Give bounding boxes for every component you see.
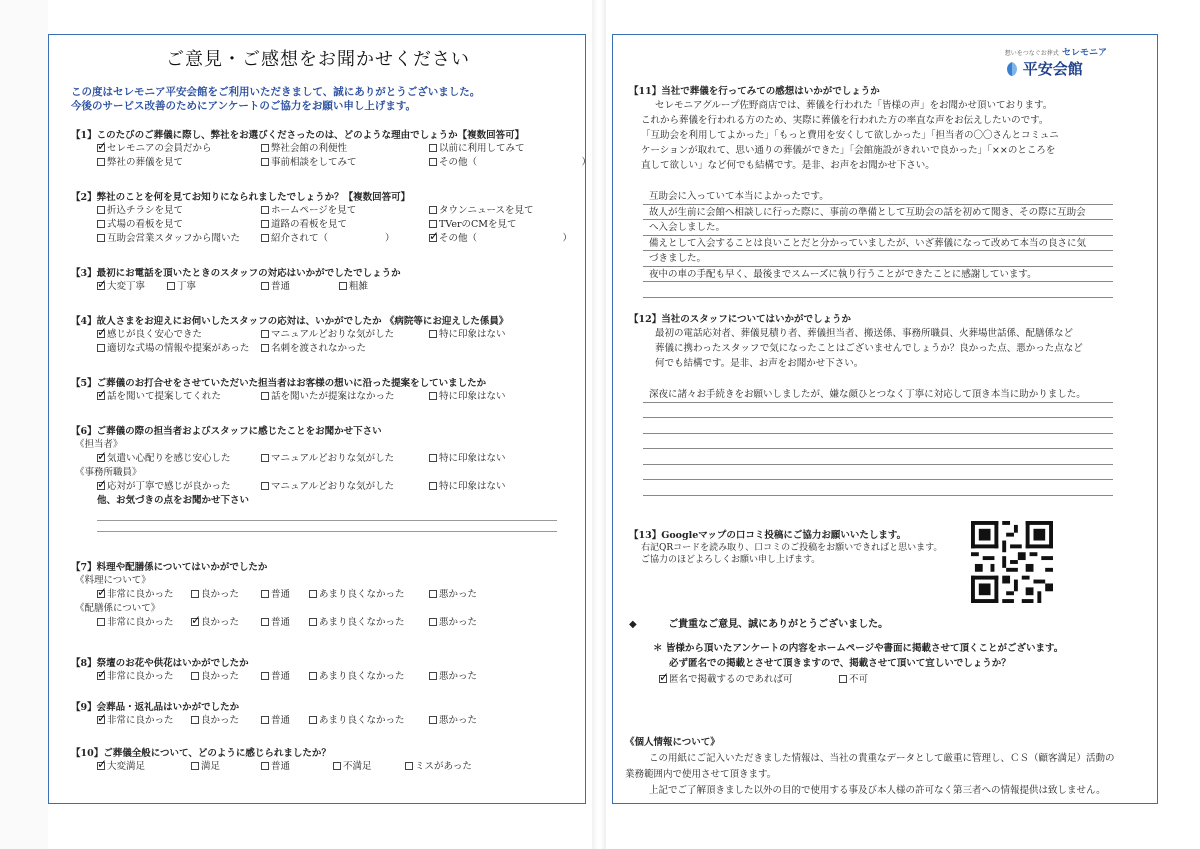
checkbox-icon[interactable] (429, 330, 437, 338)
publish-option-no[interactable]: 不可 (839, 673, 868, 687)
publish-option-anonymous[interactable]: ✓匿名で掲載するのであれば可 (659, 673, 793, 687)
q7-option[interactable]: 悪かった (429, 616, 477, 630)
checkbox-icon[interactable] (261, 220, 269, 228)
q3-option[interactable]: 丁寧 (167, 280, 196, 294)
q9-option[interactable]: 悪かった (429, 714, 477, 728)
checkbox-icon[interactable] (261, 618, 269, 626)
checkbox-icon[interactable] (261, 672, 269, 680)
question-3: 【3】最初にお電話を頂いたときのスタッフの対応はいかがでしたでしょうか ✓大変丁寧 丁寧 普通 粗雑 (71, 267, 581, 294)
checkbox-icon[interactable] (309, 618, 317, 626)
hands-logo-icon (1005, 61, 1019, 77)
q4-option[interactable]: 特に印象はない (429, 328, 506, 342)
question-13: 【13】Googleマップの口コミ投稿にご協力お願いいたします。 右記QRコードを読み取り、口コミのご投稿をお願いできればと思います。 ご協力のほどよろしくお願い申し上げます。 (629, 530, 943, 565)
q5-option[interactable]: 特に印象はない (429, 390, 506, 404)
checkbox-icon[interactable] (429, 206, 437, 214)
q10-option[interactable]: ミスがあった (405, 760, 472, 774)
q6-option[interactable]: ✓気遣い心配りを感じ安心した (97, 452, 231, 466)
checkbox-icon[interactable] (261, 330, 269, 338)
qr-code-icon[interactable] (971, 521, 1053, 603)
checkbox-icon[interactable] (429, 672, 437, 680)
privacy-notice: 《個人情報について》 この用紙にご記入いただきました情報は、当社の貴重なデータとして厳重に管理し、ＣＳ（顧客満足）活動の 業務範囲内で使用させて頂きます。 上記でご了解頂きました以外の目的で使用する事及び本人様の許可なく第三者への情報提供は致しません。 (625, 737, 1115, 796)
q9-option[interactable]: 普通 (261, 714, 290, 728)
intro-text: この度はセレモニア平安会館をご利用いただきまして、誠にありがとうございました。 今後のサービス改善のためにアンケートのご協力をお願い申し上げます。 (71, 86, 481, 112)
q7-option[interactable]: 悪かった (429, 588, 477, 602)
q4-option[interactable]: マニュアルどおりな気がした (261, 328, 394, 342)
survey-left-page (48, 34, 592, 804)
q3-option[interactable]: 普通 (261, 280, 290, 294)
q2-option[interactable]: ✓ その他（ ） (429, 232, 572, 246)
question-7: 【7】料理や配膳係についてはいかがでしたか 《料理について》 ✓非常に良かった 良かった 普通 あまり良くなかった 悪かった 《配膳係について》 非常に良かった ✓ 良かった 普通 あまり良くなかった 悪かった (71, 561, 581, 630)
q4-option[interactable]: 適切な式場の情報や提案があった (97, 342, 249, 356)
question-2: 【2】弊社のことを何を見てお知りになられましたでしょうか？【複数回答可】 折込チラシを見て ホームページを見て タウンニュースを見て 式場の看板を見て 道路の看板を見て TVerのCMを見て 互助会営業スタッフから聞いた 紹介されて（ ） ✓ その他（ ） (71, 191, 581, 246)
q10-option[interactable]: 満足 (191, 760, 220, 774)
checkbox-icon[interactable] (429, 454, 437, 462)
q1-option[interactable]: 事前相談をしてみて (261, 156, 357, 170)
checkbox-icon[interactable] (261, 392, 269, 400)
q9-option[interactable]: 良かった (191, 714, 239, 728)
q7-option[interactable]: あまり良くなかった (309, 616, 405, 630)
q2-option[interactable]: 互助会営業スタッフから聞いた (97, 232, 240, 246)
q8-option[interactable]: 良かった (191, 670, 239, 684)
checkbox-checked-icon[interactable] (97, 392, 105, 400)
q7-option[interactable]: 普通 (261, 588, 290, 602)
q2-option[interactable]: ホームページを見て (261, 204, 356, 218)
question-6: 【6】ご葬儀の際の担当者およびスタッフに感じたことをお聞かせ下さい 《担当者》 ✓気遣い心配りを感じ安心した マニュアルどおりな気がした 特に印象はない 《事務所職員》 ✓応対が丁寧で感じが良かった マニュアルどおりな気がした 特に印象はない 他、お気づきの点をお聞かせ下さい (71, 425, 581, 532)
q12-answer[interactable]: 深夜に諸々お手続きをお願いしましたが、嫌な顔ひとつなく丁寧に対応して頂き本当に助かりました。 (643, 387, 1113, 496)
checkbox-checked-icon[interactable] (659, 675, 667, 683)
q10-option[interactable]: ✓大変満足 (97, 760, 145, 774)
q3-option[interactable]: 粗雑 (339, 280, 368, 294)
checkbox-checked-icon[interactable] (97, 762, 105, 770)
checkbox-icon[interactable] (261, 158, 269, 166)
q1-option[interactable]: その他（ ） (429, 156, 591, 170)
checkbox-icon[interactable] (261, 454, 269, 462)
question-5: 【5】ご葬儀のお打合せをさせていただいた担当者はお客様の想いに沿った提案をしていましたか ✓話を聞いて提案してくれた 話を聞いたが提案はなかった 特に印象はない (71, 377, 581, 404)
question-4: 【4】故人さまをお迎えにお伺いしたスタッフの応対は、いかがでしたか 《病院等にお迎えした係員》 ✓感じが良く安心できた マニュアルどおりな気がした 特に印象はない 適切な式場の情報や提案があった 名刺を渡されなかった (71, 315, 581, 356)
checkbox-icon[interactable] (97, 234, 105, 242)
q7-option[interactable]: あまり良くなかった (309, 588, 405, 602)
checkbox-checked-icon[interactable] (97, 672, 105, 680)
checkbox-icon[interactable] (429, 482, 437, 490)
checkbox-icon[interactable] (97, 618, 105, 626)
checkbox-icon[interactable] (839, 675, 847, 683)
q10-option[interactable]: 普通 (261, 760, 290, 774)
checkbox-icon[interactable] (309, 716, 317, 724)
checkbox-icon[interactable] (429, 158, 437, 166)
q6-option[interactable]: 特に印象はない (429, 452, 506, 466)
q8-option[interactable]: あまり良くなかった (309, 670, 405, 684)
checkbox-icon[interactable] (261, 206, 269, 214)
checkbox-icon[interactable] (429, 590, 437, 598)
page-title: ご意見・ご感想をお聞かせください (166, 49, 470, 70)
checkbox-icon[interactable] (97, 158, 105, 166)
question-8: 【8】祭壇のお花や供花はいかがでしたか ✓非常に良かった 良かった 普通 あまり良くなかった 悪かった (71, 657, 581, 684)
q2-option[interactable]: 道路の看板を見て (261, 218, 347, 232)
survey-right-page (612, 34, 1158, 804)
diamond-bullet-icon: ◆ (629, 619, 637, 630)
checkbox-icon[interactable] (261, 762, 269, 770)
q5-option[interactable]: ✓話を聞いて提案してくれた (97, 390, 221, 404)
checkbox-icon[interactable] (429, 392, 437, 400)
checkbox-icon[interactable] (191, 762, 199, 770)
q7-option[interactable]: ✓非常に良かった (97, 588, 174, 602)
checkbox-icon[interactable] (191, 672, 199, 680)
page-gutter (592, 0, 606, 849)
checkbox-icon[interactable] (261, 344, 269, 352)
checkbox-checked-icon[interactable] (97, 716, 105, 724)
checkbox-icon[interactable] (261, 144, 269, 152)
q1-option[interactable]: 弊社の葬儀を見て (97, 156, 183, 170)
q5-option[interactable]: 話を聞いたが提案はなかった (261, 390, 395, 404)
q2-option[interactable]: タウンニュースを見て (429, 204, 534, 218)
checkbox-icon[interactable] (167, 282, 175, 290)
q2-option[interactable]: 紹介されて（ ） (261, 232, 395, 246)
checkbox-checked-icon[interactable] (97, 144, 105, 152)
checkbox-icon[interactable] (429, 144, 437, 152)
q1-option[interactable]: ✓セレモニアの会員だから (97, 142, 212, 156)
checkbox-icon[interactable] (97, 206, 105, 214)
checkbox-checked-icon[interactable] (97, 282, 105, 290)
checkbox-icon[interactable] (309, 590, 317, 598)
company-logo: 想いをつなぐお葬式 セレモニア 平安会館 (1004, 48, 1107, 78)
checkbox-icon[interactable] (261, 234, 269, 242)
checkbox-checked-icon[interactable] (97, 482, 105, 490)
q8-option[interactable]: 悪かった (429, 670, 477, 684)
checkbox-icon[interactable] (429, 220, 437, 228)
checkbox-icon[interactable] (405, 762, 413, 770)
q7-option[interactable]: 非常に良かった (97, 616, 174, 630)
checkbox-checked-icon[interactable] (97, 454, 105, 462)
q6-option[interactable]: マニュアルどおりな気がした (261, 480, 394, 494)
checkbox-checked-icon[interactable] (429, 234, 437, 242)
checkbox-icon[interactable] (97, 220, 105, 228)
q9-option[interactable]: ✓非常に良かった (97, 714, 174, 728)
q7-option[interactable]: 普通 (261, 616, 290, 630)
q6-option[interactable]: ✓応対が丁寧で感じが良かった (97, 480, 231, 494)
checkbox-icon[interactable] (191, 590, 199, 598)
q3-option[interactable]: ✓大変丁寧 (97, 280, 145, 294)
q2-option[interactable]: TVerのCMを見て (429, 218, 517, 232)
q10-option[interactable]: 不満足 (333, 760, 372, 774)
q6-option[interactable]: マニュアルどおりな気がした (261, 452, 394, 466)
question-9: 【9】会葬品・返礼品はいかがでしたか ✓非常に良かった 良かった 普通 あまり良くなかった 悪かった (71, 701, 581, 728)
q9-option[interactable]: あまり良くなかった (309, 714, 405, 728)
thanks-message: ◆ ご貴重なご意見、誠にありがとうございました。 (629, 619, 889, 630)
answer-line[interactable] (97, 531, 557, 532)
q4-option[interactable]: ✓感じが良く安心できた (97, 328, 202, 342)
checkbox-icon[interactable] (429, 716, 437, 724)
question-12: 【12】当社のスタッフについてはいかがでしょうか 最初の電話応対者、葬儀見積り者、葬儀担当者、搬送係、事務所職員、火葬場世話係、配膳係など 葬儀に携わったスタッフで気になったことはございませんでしょうか？良かった点、悪かった点など 何でも結構です。是非、お声をお聞かせ下さい。 (629, 314, 1083, 369)
q1-option[interactable]: 以前に利用してみて (429, 142, 525, 156)
q7-option[interactable]: ✓ 良かった (191, 616, 239, 630)
checkbox-checked-icon[interactable] (97, 590, 105, 598)
checkbox-icon[interactable] (261, 482, 269, 490)
checkbox-icon[interactable] (261, 716, 269, 724)
question-11: 【11】当社で葬儀を行ってみての感想はいかがでしょうか セレモニアグループ佐野商店では、葬儀を行われた「皆様の声」をお聞かせ頂いております。 これから葬儀を行われる方のため、実際に葬儀を行われた方の率直な声をお伝えしたいのです。 「互助会を利用してよかった」「もっと費用を安くして欲しかった」「担当者の〇〇さんとコミュニ ケーションが取れて、思い通りの葬儀ができた」「会館施設がきれいで良かった」「××のところを 直して欲しい」など何でも結構です。是非、お声をお聞かせ下さい。 (629, 86, 1059, 171)
checkbox-icon[interactable] (333, 762, 341, 770)
question-10: 【10】ご葬儀全般について、どのように感じられましたか？ ✓大変満足 満足 普通 不満足 ミスがあった (71, 747, 581, 774)
q2-option[interactable]: 折込チラシを見て (97, 204, 183, 218)
checkbox-icon[interactable] (429, 618, 437, 626)
checkbox-checked-icon[interactable] (97, 330, 105, 338)
q6-option[interactable]: 特に印象はない (429, 480, 506, 494)
q11-answer[interactable]: 互助会に入っていて本当によかったです。 故人が生前に会館へ相談しに行った際に、事前の準備として互助会の話を初めて聞き、その際に互助会 へ入会しました。 備えとして入会することは良いことだと分かっていましたが、いざ葬儀になって改めて本当の良さに気 づきました。 夜中の車の手配も早く、最後までスムーズに執り行うことができたことに感謝しています。 (643, 189, 1113, 298)
checkbox-icon[interactable] (261, 590, 269, 598)
q8-option[interactable]: ✓非常に良かった (97, 670, 174, 684)
checkbox-icon[interactable] (261, 282, 269, 290)
q8-option[interactable]: 普通 (261, 670, 290, 684)
publish-consent: ＊ 皆様から頂いたアンケートの内容をホームページや書面に掲載させて頂くことがございます。 必ず匿名での掲載とさせて頂きますので、掲載させて頂いて宜しいでしょうか？ ✓匿名で掲載するのであれば可 不可 (629, 641, 1139, 687)
checkbox-icon[interactable] (191, 716, 199, 724)
q2-option[interactable]: 式場の看板を見て (97, 218, 183, 232)
q7-option[interactable]: 良かった (191, 588, 239, 602)
question-1: 【1】このたびのご葬儀に際し、弊社をお選びくださったのは、どのような理由でしょうか【複数回答可】 ✓セレモニアの会員だから 弊社会館の利便性 以前に利用してみて 弊社の葬儀を見て 事前相談をしてみて その他（ ） (71, 129, 581, 170)
checkbox-icon[interactable] (97, 344, 105, 352)
scan-margin (0, 0, 48, 849)
q4-option[interactable]: 名刺を渡されなかった (261, 342, 366, 356)
checkbox-checked-icon[interactable] (191, 618, 199, 626)
checkbox-icon[interactable] (339, 282, 347, 290)
answer-line[interactable] (97, 520, 557, 521)
q1-option[interactable]: 弊社会館の利便性 (261, 142, 347, 156)
checkbox-icon[interactable] (309, 672, 317, 680)
